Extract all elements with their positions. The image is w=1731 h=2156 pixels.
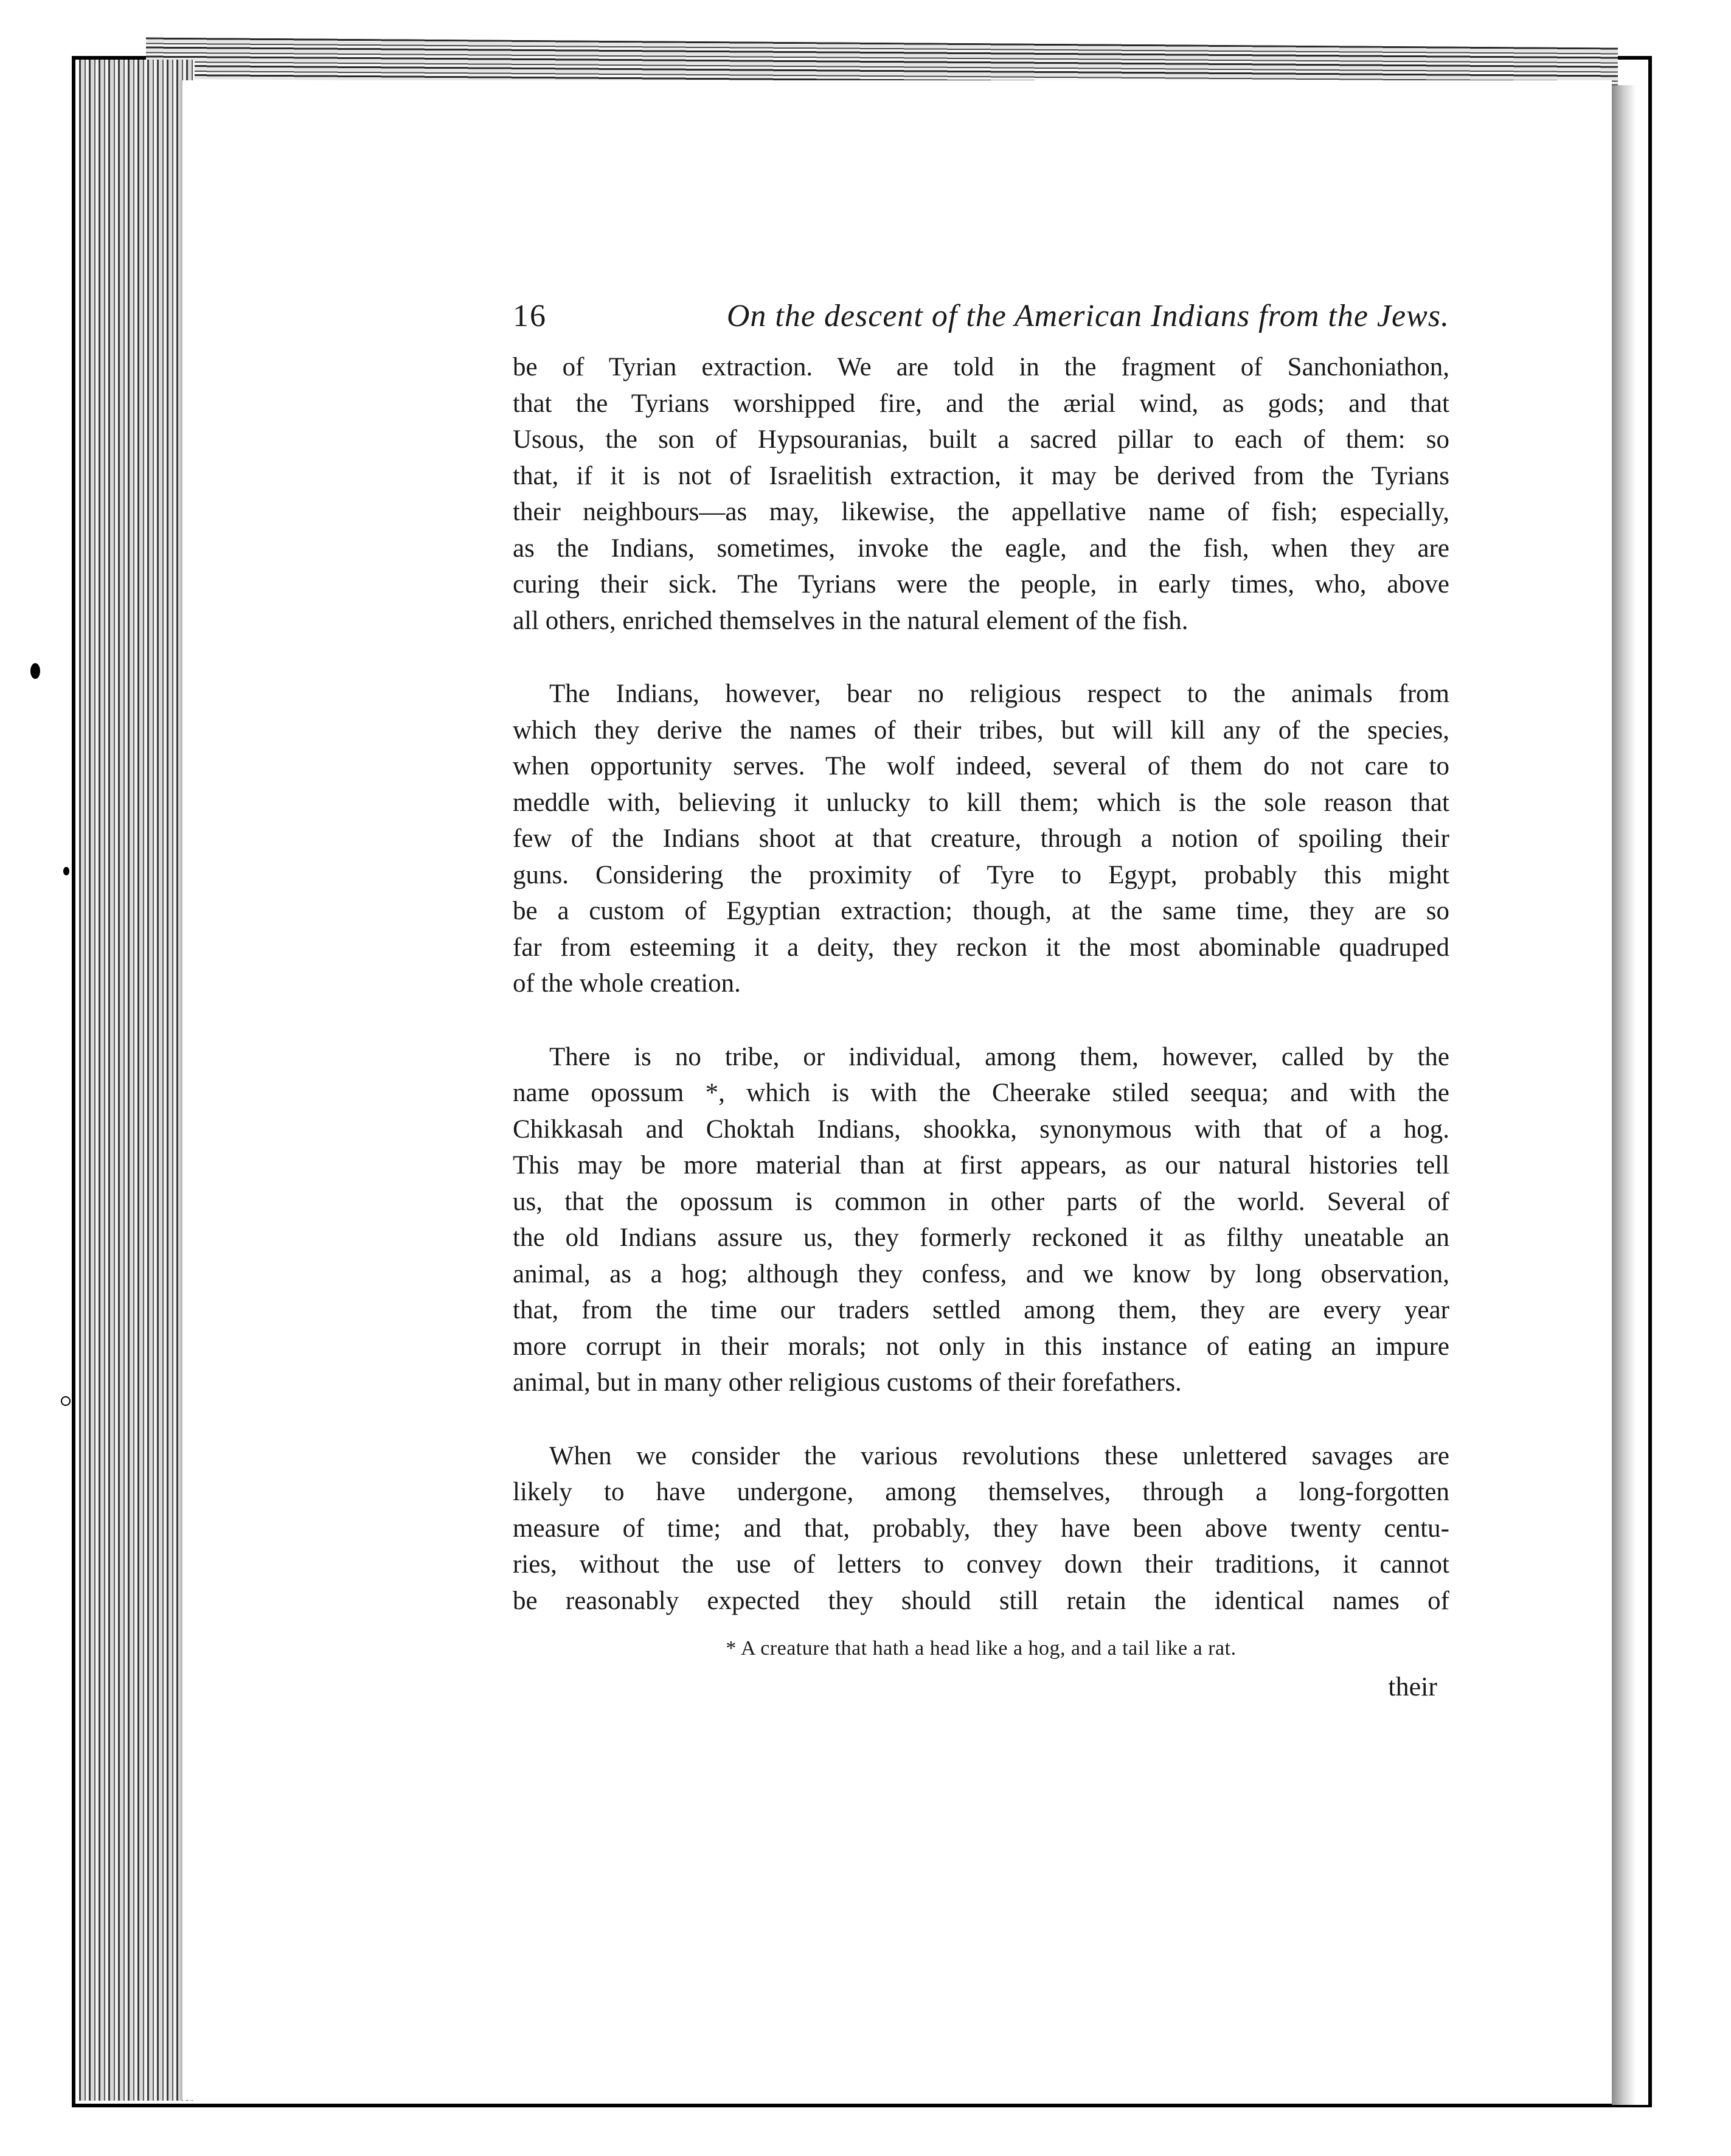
text-line: There is no tribe, or individual, among them, however, called by the [549, 1042, 1449, 1071]
text-line: their neighbours—as may, likewise, the appellative name of fish; especially, [513, 498, 1449, 526]
text-line: more corrupt in their morals; not only in this instance of eating an impure [513, 1332, 1449, 1361]
text-block [513, 298, 1449, 1702]
text-line: few of the Indians shoot at that creature, through a notion of spoiling their [513, 824, 1449, 853]
paragraph-3 [513, 1039, 1449, 1401]
text-line: be of Tyrian extraction. We are told in the fragment of Sanchoniathon, [513, 353, 1449, 381]
running-head [513, 298, 1449, 344]
text-line: curing their sick. The Tyrians were the people, in early times, who, above [513, 570, 1449, 599]
running-head-title: On the descent of the American Indians from the Jews. [726, 299, 1449, 333]
paragraph-4 [513, 1438, 1449, 1619]
page-number: 16 [513, 299, 547, 333]
scan-speck [30, 663, 40, 679]
text-line: The Indians, however, bear no religious respect to the animals from [549, 680, 1449, 708]
text-line: as the Indians, sometimes, invoke the eagle, and the fish, when they are [513, 534, 1449, 563]
footnote: * A creature that hath a head like a hog, and a tail like a rat. [726, 1637, 1237, 1660]
text-line: This may be more material than at first appears, as our natural histories tell [513, 1151, 1449, 1180]
text-line: that, if it is not of Israelitish extraction, it may be derived from the Tyrians [513, 461, 1449, 490]
text-line: animal, but in many other religious customs of their forefathers. [513, 1368, 1182, 1397]
text-line: guns. Considering the proximity of Tyre to Egypt, probably this might [513, 860, 1449, 889]
text-line: all others, enriched themselves in the natural element of the fish. [513, 606, 1188, 635]
text-line: When we consider the various revolutions these unlettered savages are [549, 1441, 1449, 1470]
text-line: Usous, the son of Hypsouranias, built a sacred pillar to each of them: so [513, 425, 1449, 454]
text-line: the old Indians assure us, they formerly reckoned it as filthy uneatable an [513, 1223, 1449, 1252]
text-line: be reasonably expected they should still retain the identical names of [513, 1586, 1449, 1615]
book-right-edge [1612, 85, 1648, 2105]
text-line: Chikkasah and Choktah Indians, shookka, synonymous with that of a hog. [513, 1115, 1449, 1144]
text-line: meddle with, believing it unlucky to kill them; which is the sole reason that [513, 788, 1449, 817]
text-line: ries, without the use of letters to convey down their traditions, it cannot [513, 1550, 1449, 1579]
text-line: that, from the time our traders settled among them, they are every year [513, 1296, 1449, 1324]
paragraph-2 [513, 676, 1449, 1002]
text-line: name opossum *, which is with the Cheerake stiled seequa; and with the [513, 1079, 1449, 1107]
paragraph-1 [513, 349, 1449, 639]
text-line: of the whole creation. [513, 969, 741, 998]
text-line: that the Tyrians worshipped fire, and the ærial wind, as gods; and that [513, 389, 1449, 418]
text-line: measure of time; and that, probably, they have been above twenty centu- [513, 1514, 1449, 1543]
text-line: animal, as a hog; although they confess, and we know by long observation, [513, 1259, 1449, 1288]
catchword: their [1388, 1672, 1437, 1702]
book-left-edge [79, 60, 195, 2101]
text-line: be a custom of Egyptian extraction; though, at the same time, they are so [513, 897, 1449, 925]
scan-speck [63, 867, 69, 875]
text-line: us, that the opossum is common in other parts of the world. Several of [513, 1187, 1449, 1216]
text-line: far from esteeming it a deity, they reckon it the most abominable quadruped [513, 933, 1449, 962]
text-line: when opportunity serves. The wolf indeed, several of them do not care to [513, 752, 1449, 781]
scan-speck [61, 1396, 71, 1406]
text-line: which they derive the names of their tribes, but will kill any of the species, [513, 715, 1449, 745]
text-line: likely to have undergone, among themselves, through a long-forgotten [513, 1478, 1449, 1506]
